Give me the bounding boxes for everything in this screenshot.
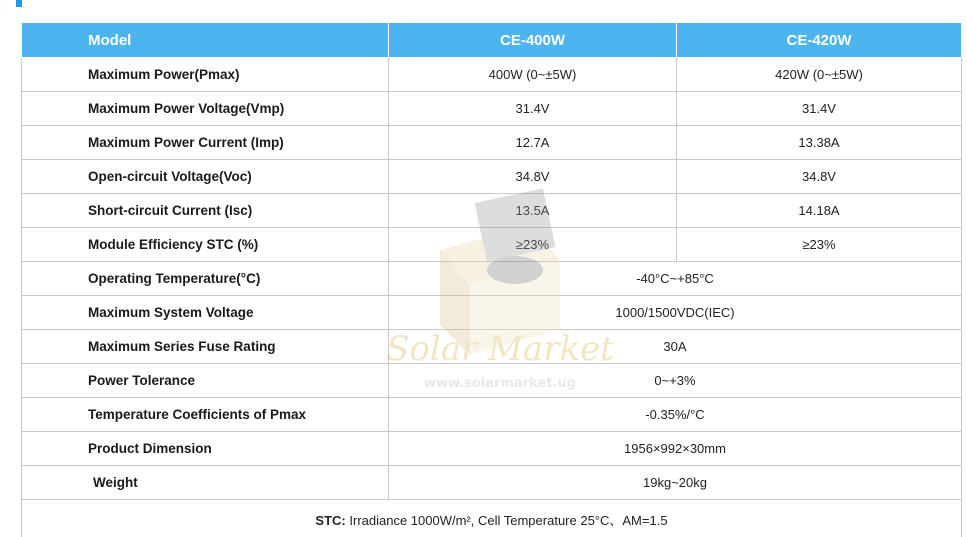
row-label: Power Tolerance [22,364,389,398]
row-value-merged: 1956×992×30mm [389,432,962,466]
table-row [22,160,962,194]
header-model-label: Model [22,23,389,58]
row-value-merged: 1000/1500VDC(IEC) [389,296,962,330]
accent-bar [16,0,22,7]
row-value-400w: ≥23% [389,228,677,262]
table-row [22,194,962,228]
header-model-2: CE-420W [677,23,962,58]
row-label: Short-circuit Current (Isc) [22,194,389,228]
table-row [22,92,962,126]
row-label: Maximum Power(Pmax) [22,58,389,92]
header-row [22,23,962,58]
spec-table [21,22,962,537]
row-value-420w: 14.18A [677,194,962,228]
row-label: Maximum System Voltage [22,296,389,330]
row-label: Maximum Power Voltage(Vmp) [22,92,389,126]
header-model-1: CE-400W [389,23,677,58]
watermark-url: www.solarmarket.ug [423,376,577,391]
row-value-400w: 12.7A [389,126,677,160]
row-value-merged: -0.35%/°C [389,398,962,432]
table-row [22,398,962,432]
table-row [22,228,962,262]
watermark-brand: Solar Market [386,329,614,369]
table-row [22,296,962,330]
table-row [22,126,962,160]
table-row [22,364,962,398]
row-label: Temperature Coefficients of Pmax [22,398,389,432]
table-row [22,262,962,296]
row-value-400w: 400W (0~±5W) [389,58,677,92]
row-label: Product Dimension [22,432,389,466]
row-value-400w: 34.8V [389,160,677,194]
row-value-420w: 420W (0~±5W) [677,58,962,92]
table-row [22,330,962,364]
row-label: Maximum Power Current (Imp) [22,126,389,160]
stc-text: Irradiance 1000W/m², Cell Temperature 25°C、AM=1.5 [345,512,668,528]
row-label: Maximum Series Fuse Rating [22,330,389,364]
row-value-merged: 30A [389,330,962,364]
row-label: Weight [22,466,389,500]
row-value-400w: 31.4V [389,92,677,126]
row-value-420w: 34.8V [677,160,962,194]
row-value-420w: 31.4V [677,92,962,126]
stc-footer-row [22,500,962,537]
stc-label: STC: [315,512,346,528]
row-value-merged: 19kg~20kg [389,466,962,500]
stc-footer [22,500,962,537]
row-value-merged: -40°C~+85°C [389,262,962,296]
table-row [22,432,962,466]
row-value-merged: 0~+3% [389,364,962,398]
row-label: Module Efficiency STC (%) [22,228,389,262]
table-row [22,58,962,92]
row-value-420w: ≥23% [677,228,962,262]
row-label: Open-circuit Voltage(Voc) [22,160,389,194]
row-value-400w: 13.5A [389,194,677,228]
row-label: Operating Temperature(°C) [22,262,389,296]
row-value-420w: 13.38A [677,126,962,160]
table-row [22,466,962,500]
